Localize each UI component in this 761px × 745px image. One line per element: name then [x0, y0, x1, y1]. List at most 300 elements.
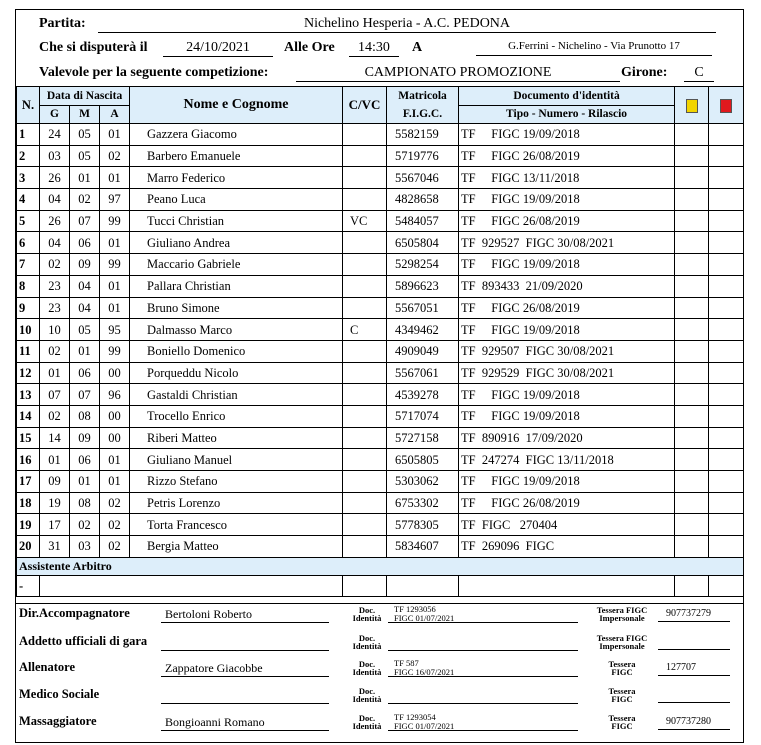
col-data-nascita: Data di Nascita	[40, 87, 130, 106]
player-name: Pallara Christian	[130, 275, 343, 297]
red-card-cell	[709, 275, 744, 297]
matricola: 4828658	[387, 189, 459, 211]
table-row	[17, 449, 744, 471]
birth-day: 01	[40, 449, 70, 471]
dir-doc-label-1: Doc.	[358, 605, 376, 615]
captain-flag	[343, 232, 387, 254]
captain-flag	[343, 340, 387, 362]
dir-tessera-label	[588, 606, 656, 622]
birth-month: 05	[70, 124, 100, 146]
captain-flag	[343, 124, 387, 146]
col-g: G	[40, 106, 70, 124]
assistente-name-cell	[40, 575, 343, 597]
birth-month: 06	[70, 449, 100, 471]
player-name: Giuliano Andrea	[130, 232, 343, 254]
addetto-doc-label-2: Identità	[352, 641, 382, 651]
table-row	[17, 340, 744, 362]
allenatore-doc-line2: FIGC 16/07/2021	[394, 667, 455, 677]
allenatore-doc-line1: TF 587	[394, 658, 419, 668]
competizione-value: CAMPIONATO PROMOZIONE	[296, 64, 620, 82]
dir-name: Bertoloni Roberto	[161, 605, 329, 623]
allenatore-doc-label-2: Identità	[352, 667, 382, 677]
table-row	[17, 427, 744, 449]
col-m: M	[70, 106, 100, 124]
birth-year: 00	[100, 427, 130, 449]
allenatore-tessera-label-1: Tessera	[608, 659, 636, 669]
birth-year: 00	[100, 405, 130, 427]
player-number: 2	[17, 145, 40, 167]
allenatore-name: Zappatore Giacobbe	[161, 659, 329, 677]
birth-day: 09	[40, 471, 70, 493]
captain-flag	[343, 254, 387, 276]
captain-flag	[343, 427, 387, 449]
birth-year: 02	[100, 492, 130, 514]
dir-doc-line2: FIGC 01/07/2021	[394, 613, 455, 623]
dir-doc-line1: TF 1293056	[394, 604, 436, 614]
massaggiatore-doc-label	[346, 714, 388, 730]
birth-month: 07	[70, 384, 100, 406]
allenatore-tessera-label-2: FIGC	[611, 667, 633, 677]
a-label: A	[412, 40, 423, 55]
assistente-cvc-cell	[343, 575, 387, 597]
birth-day: 10	[40, 319, 70, 341]
birth-year: 02	[100, 145, 130, 167]
id-document: TF FIGC 19/09/2018	[459, 405, 675, 427]
captain-flag	[343, 405, 387, 427]
dir-tessera-value: 907737279	[658, 606, 730, 622]
assistente-row-n: -	[17, 575, 40, 597]
yellow-card-cell	[675, 319, 709, 341]
massaggiatore-doc-label-1: Doc.	[358, 713, 376, 723]
match-sheet	[15, 9, 744, 743]
captain-flag	[343, 145, 387, 167]
matricola: 5896623	[387, 275, 459, 297]
player-number: 5	[17, 210, 40, 232]
player-number: 16	[17, 449, 40, 471]
addetto-doc-label	[346, 634, 388, 650]
yellow-card-cell	[675, 492, 709, 514]
matricola: 5567051	[387, 297, 459, 319]
matricola: 5834607	[387, 536, 459, 558]
matricola: 5582159	[387, 124, 459, 146]
birth-day: 26	[40, 210, 70, 232]
partita-label: Partita:	[39, 16, 86, 31]
allenatore-tessera-label	[588, 660, 656, 676]
player-number: 14	[17, 405, 40, 427]
yellow-card-cell	[675, 145, 709, 167]
id-document: TF 893433 21/09/2020	[459, 275, 675, 297]
table-row	[17, 471, 744, 493]
player-number: 8	[17, 275, 40, 297]
massaggiatore-tessera-label	[588, 714, 656, 730]
table-row	[17, 319, 744, 341]
allenatore-label: Allenatore	[19, 660, 76, 674]
matricola: 5727158	[387, 427, 459, 449]
birth-month: 07	[70, 210, 100, 232]
player-number: 4	[17, 189, 40, 211]
id-document: TF FIGC 270404	[459, 514, 675, 536]
matricola: 5719776	[387, 145, 459, 167]
player-name: Bruno Simone	[130, 297, 343, 319]
birth-day: 19	[40, 492, 70, 514]
player-number: 12	[17, 362, 40, 384]
birth-day: 17	[40, 514, 70, 536]
id-document: TF 929507 FIGC 30/08/2021	[459, 340, 675, 362]
table-row	[17, 124, 744, 146]
id-document: TF FIGC 19/09/2018	[459, 471, 675, 493]
red-card-cell	[709, 232, 744, 254]
player-number: 1	[17, 124, 40, 146]
disputera-label: Che si disputerà il	[39, 40, 148, 55]
player-name: Boniello Domenico	[130, 340, 343, 362]
addetto-tessera-value	[658, 634, 730, 650]
id-document: TF 929527 FIGC 30/08/2021	[459, 232, 675, 254]
player-name: Riberi Matteo	[130, 427, 343, 449]
birth-month: 03	[70, 536, 100, 558]
medico-doc-label-2: Identità	[352, 694, 382, 704]
massaggiatore-doc-line2: FIGC 01/07/2021	[394, 721, 455, 731]
match-location: G.Ferrini - Nichelino - Via Prunotto 17	[476, 38, 712, 56]
player-name: Dalmasso Marco	[130, 319, 343, 341]
birth-day: 04	[40, 189, 70, 211]
allenatore-doc-label-1: Doc.	[358, 659, 376, 669]
allenatore-doc-label	[346, 660, 388, 676]
yellow-card-cell	[675, 167, 709, 189]
matricola: 5717074	[387, 405, 459, 427]
id-document: TF 269096 FIGC	[459, 536, 675, 558]
table-row	[17, 514, 744, 536]
id-document: TF FIGC 13/11/2018	[459, 167, 675, 189]
red-card-icon	[720, 99, 732, 113]
addetto-name	[161, 633, 329, 651]
red-card-cell	[709, 167, 744, 189]
player-number: 11	[17, 340, 40, 362]
player-number: 18	[17, 492, 40, 514]
dir-tessera-label-1: Tessera FIGC	[596, 605, 648, 615]
player-name: Tucci Christian	[130, 210, 343, 232]
id-document: TF FIGC 26/08/2019	[459, 210, 675, 232]
matricola: 4909049	[387, 340, 459, 362]
player-name: Barbero Emanuele	[130, 145, 343, 167]
competizione-label: Valevole per la seguente competizione:	[39, 65, 269, 80]
medico-tessera-label-2: FIGC	[611, 694, 633, 704]
birth-year: 99	[100, 254, 130, 276]
addetto-doc-value	[388, 633, 578, 651]
red-card-cell	[709, 340, 744, 362]
red-card-cell	[709, 124, 744, 146]
col-cvc: C/VC	[343, 87, 387, 124]
yellow-card-cell	[675, 232, 709, 254]
matricola: 4349462	[387, 319, 459, 341]
assistente-rc-cell	[709, 575, 744, 597]
birth-month: 05	[70, 145, 100, 167]
birth-month: 04	[70, 297, 100, 319]
birth-month: 09	[70, 427, 100, 449]
player-name: Gazzera Giacomo	[130, 124, 343, 146]
red-card-cell	[709, 449, 744, 471]
yellow-card-cell	[675, 449, 709, 471]
birth-month: 06	[70, 362, 100, 384]
col-red-card	[709, 87, 744, 124]
birth-day: 31	[40, 536, 70, 558]
birth-year: 99	[100, 210, 130, 232]
addetto-tessera-label-2: Impersonale	[599, 641, 645, 651]
table-row	[17, 492, 744, 514]
matricola: 5303062	[387, 471, 459, 493]
matricola: 6505804	[387, 232, 459, 254]
match-date: 24/10/2021	[163, 39, 273, 57]
yellow-card-cell	[675, 536, 709, 558]
player-name: Bergia Matteo	[130, 536, 343, 558]
yellow-card-cell	[675, 254, 709, 276]
yellow-card-cell	[675, 297, 709, 319]
assistente-label: Assistente Arbitro	[17, 557, 744, 575]
allenatore-tessera-value: 127707	[658, 660, 730, 676]
yellow-card-cell	[675, 124, 709, 146]
birth-year: 95	[100, 319, 130, 341]
id-document: TF 247274 FIGC 13/11/2018	[459, 449, 675, 471]
birth-year: 00	[100, 362, 130, 384]
addetto-label: Addetto ufficiali di gara	[19, 634, 148, 648]
birth-month: 02	[70, 189, 100, 211]
birth-year: 01	[100, 449, 130, 471]
table-row	[17, 297, 744, 319]
matricola: 5567061	[387, 362, 459, 384]
medico-name	[161, 686, 329, 704]
player-name: Rizzo Stefano	[130, 471, 343, 493]
medico-doc-label	[346, 687, 388, 703]
player-name: Torta Francesco	[130, 514, 343, 536]
id-document: TF 929529 FIGC 30/08/2021	[459, 362, 675, 384]
table-row	[17, 384, 744, 406]
birth-month: 09	[70, 254, 100, 276]
col-tipo: Tipo - Numero - Rilascio	[459, 106, 675, 124]
birth-year: 01	[100, 471, 130, 493]
ore-label: Alle Ore	[284, 40, 335, 55]
id-document: TF FIGC 19/09/2018	[459, 189, 675, 211]
matricola: 5778305	[387, 514, 459, 536]
player-number: 19	[17, 514, 40, 536]
captain-flag	[343, 297, 387, 319]
col-documento: Documento d'identità	[459, 87, 675, 106]
id-document: TF FIGC 26/08/2019	[459, 145, 675, 167]
player-name: Trocello Enrico	[130, 405, 343, 427]
table-row	[17, 254, 744, 276]
birth-day: 02	[40, 340, 70, 362]
red-card-cell	[709, 210, 744, 232]
player-name: Porqueddu Nicolo	[130, 362, 343, 384]
assistente-yc-cell	[675, 575, 709, 597]
birth-year: 01	[100, 124, 130, 146]
table-row	[17, 232, 744, 254]
table-row	[17, 362, 744, 384]
birth-year: 01	[100, 167, 130, 189]
matricola: 6753302	[387, 492, 459, 514]
player-name: Marro Federico	[130, 167, 343, 189]
player-number: 7	[17, 254, 40, 276]
birth-year: 96	[100, 384, 130, 406]
captain-flag: VC	[343, 210, 387, 232]
yellow-card-cell	[675, 189, 709, 211]
id-document: TF FIGC 26/08/2019	[459, 492, 675, 514]
birth-year: 02	[100, 536, 130, 558]
red-card-cell	[709, 427, 744, 449]
birth-month: 01	[70, 340, 100, 362]
birth-day: 02	[40, 254, 70, 276]
red-card-cell	[709, 514, 744, 536]
medico-doc-value	[388, 686, 578, 704]
dir-doc-value	[388, 605, 578, 623]
red-card-cell	[709, 384, 744, 406]
player-name: Gastaldi Christian	[130, 384, 343, 406]
table-row	[17, 145, 744, 167]
birth-day: 01	[40, 362, 70, 384]
assistente-doc-cell	[459, 575, 675, 597]
player-number: 17	[17, 471, 40, 493]
birth-year: 01	[100, 275, 130, 297]
red-card-cell	[709, 536, 744, 558]
id-document: TF 890916 17/09/2020	[459, 427, 675, 449]
dir-doc-label-2: Identità	[352, 613, 382, 623]
yellow-card-icon	[686, 99, 698, 113]
captain-flag	[343, 449, 387, 471]
captain-flag	[343, 362, 387, 384]
player-name: Giuliano Manuel	[130, 449, 343, 471]
red-card-cell	[709, 492, 744, 514]
massaggiatore-doc-value	[388, 713, 578, 731]
massaggiatore-tessera-value: 907737280	[658, 714, 730, 730]
player-number: 20	[17, 536, 40, 558]
birth-day: 03	[40, 145, 70, 167]
medico-doc-label-1: Doc.	[358, 686, 376, 696]
assistente-mat-cell	[387, 575, 459, 597]
medico-tessera-label	[588, 687, 656, 703]
massaggiatore-doc-label-2: Identità	[352, 721, 382, 731]
birth-month: 01	[70, 471, 100, 493]
red-card-cell	[709, 362, 744, 384]
red-card-cell	[709, 405, 744, 427]
addetto-tessera-label-1: Tessera FIGC	[596, 633, 648, 643]
captain-flag	[343, 384, 387, 406]
yellow-card-cell	[675, 362, 709, 384]
captain-flag: C	[343, 319, 387, 341]
yellow-card-cell	[675, 405, 709, 427]
table-row	[17, 536, 744, 558]
id-document: TF FIGC 19/09/2018	[459, 124, 675, 146]
medico-tessera-value	[658, 687, 730, 703]
birth-day: 24	[40, 124, 70, 146]
birth-year: 99	[100, 340, 130, 362]
id-document: TF FIGC 19/09/2018	[459, 384, 675, 406]
birth-month: 05	[70, 319, 100, 341]
dir-tessera-label-2: Impersonale	[599, 613, 645, 623]
red-card-cell	[709, 471, 744, 493]
captain-flag	[343, 514, 387, 536]
captain-flag	[343, 189, 387, 211]
match-time: 14:30	[349, 39, 399, 57]
red-card-cell	[709, 297, 744, 319]
birth-month: 08	[70, 405, 100, 427]
player-name: Peano Luca	[130, 189, 343, 211]
birth-day: 07	[40, 384, 70, 406]
medico-tessera-label-1: Tessera	[608, 686, 636, 696]
table-row	[17, 167, 744, 189]
yellow-card-cell	[675, 384, 709, 406]
player-number: 15	[17, 427, 40, 449]
player-number: 10	[17, 319, 40, 341]
massaggiatore-tessera-label-1: Tessera	[608, 713, 636, 723]
red-card-cell	[709, 319, 744, 341]
partita-value: Nichelino Hesperia - A.C. PEDONA	[98, 15, 716, 33]
roster-table	[16, 86, 744, 597]
birth-day: 23	[40, 297, 70, 319]
col-yellow-card	[675, 87, 709, 124]
dir-label: Dir.Accompagnatore	[19, 606, 130, 620]
massaggiatore-name: Bongioanni Romano	[161, 713, 329, 731]
col-a: A	[100, 106, 130, 124]
captain-flag	[343, 167, 387, 189]
yellow-card-cell	[675, 340, 709, 362]
dir-doc-label	[346, 606, 388, 622]
col-nome: Nome e Cognome	[130, 87, 343, 124]
col-matricola	[387, 87, 459, 124]
player-number: 6	[17, 232, 40, 254]
birth-year: 01	[100, 232, 130, 254]
yellow-card-cell	[675, 210, 709, 232]
matricola: 5484057	[387, 210, 459, 232]
birth-month: 08	[70, 492, 100, 514]
girone-value: C	[684, 64, 714, 82]
birth-year: 97	[100, 189, 130, 211]
massaggiatore-doc-line1: TF 1293054	[394, 712, 436, 722]
matricola: 5567046	[387, 167, 459, 189]
addetto-doc-label-1: Doc.	[358, 633, 376, 643]
id-document: TF FIGC 26/08/2019	[459, 297, 675, 319]
birth-month: 01	[70, 167, 100, 189]
birth-day: 04	[40, 232, 70, 254]
col-n: N.	[17, 87, 40, 124]
birth-year: 02	[100, 514, 130, 536]
table-row	[17, 275, 744, 297]
red-card-cell	[709, 189, 744, 211]
id-document: TF FIGC 19/09/2018	[459, 254, 675, 276]
red-card-cell	[709, 254, 744, 276]
col-matricola-line1: Matricola	[398, 90, 447, 102]
yellow-card-cell	[675, 427, 709, 449]
player-name: Maccario Gabriele	[130, 254, 343, 276]
allenatore-doc-value	[388, 659, 578, 677]
yellow-card-cell	[675, 275, 709, 297]
medico-label: Medico Sociale	[19, 687, 100, 701]
birth-day: 23	[40, 275, 70, 297]
yellow-card-cell	[675, 471, 709, 493]
player-number: 13	[17, 384, 40, 406]
captain-flag	[343, 471, 387, 493]
yellow-card-cell	[675, 514, 709, 536]
matricola: 4539278	[387, 384, 459, 406]
birth-month: 02	[70, 514, 100, 536]
player-number: 3	[17, 167, 40, 189]
addetto-tessera-label	[588, 634, 656, 650]
matricola: 6505805	[387, 449, 459, 471]
red-card-cell	[709, 145, 744, 167]
birth-month: 04	[70, 275, 100, 297]
massaggiatore-label: Massaggiatore	[19, 714, 97, 728]
captain-flag	[343, 536, 387, 558]
birth-month: 06	[70, 232, 100, 254]
birth-day: 14	[40, 427, 70, 449]
birth-day: 02	[40, 405, 70, 427]
